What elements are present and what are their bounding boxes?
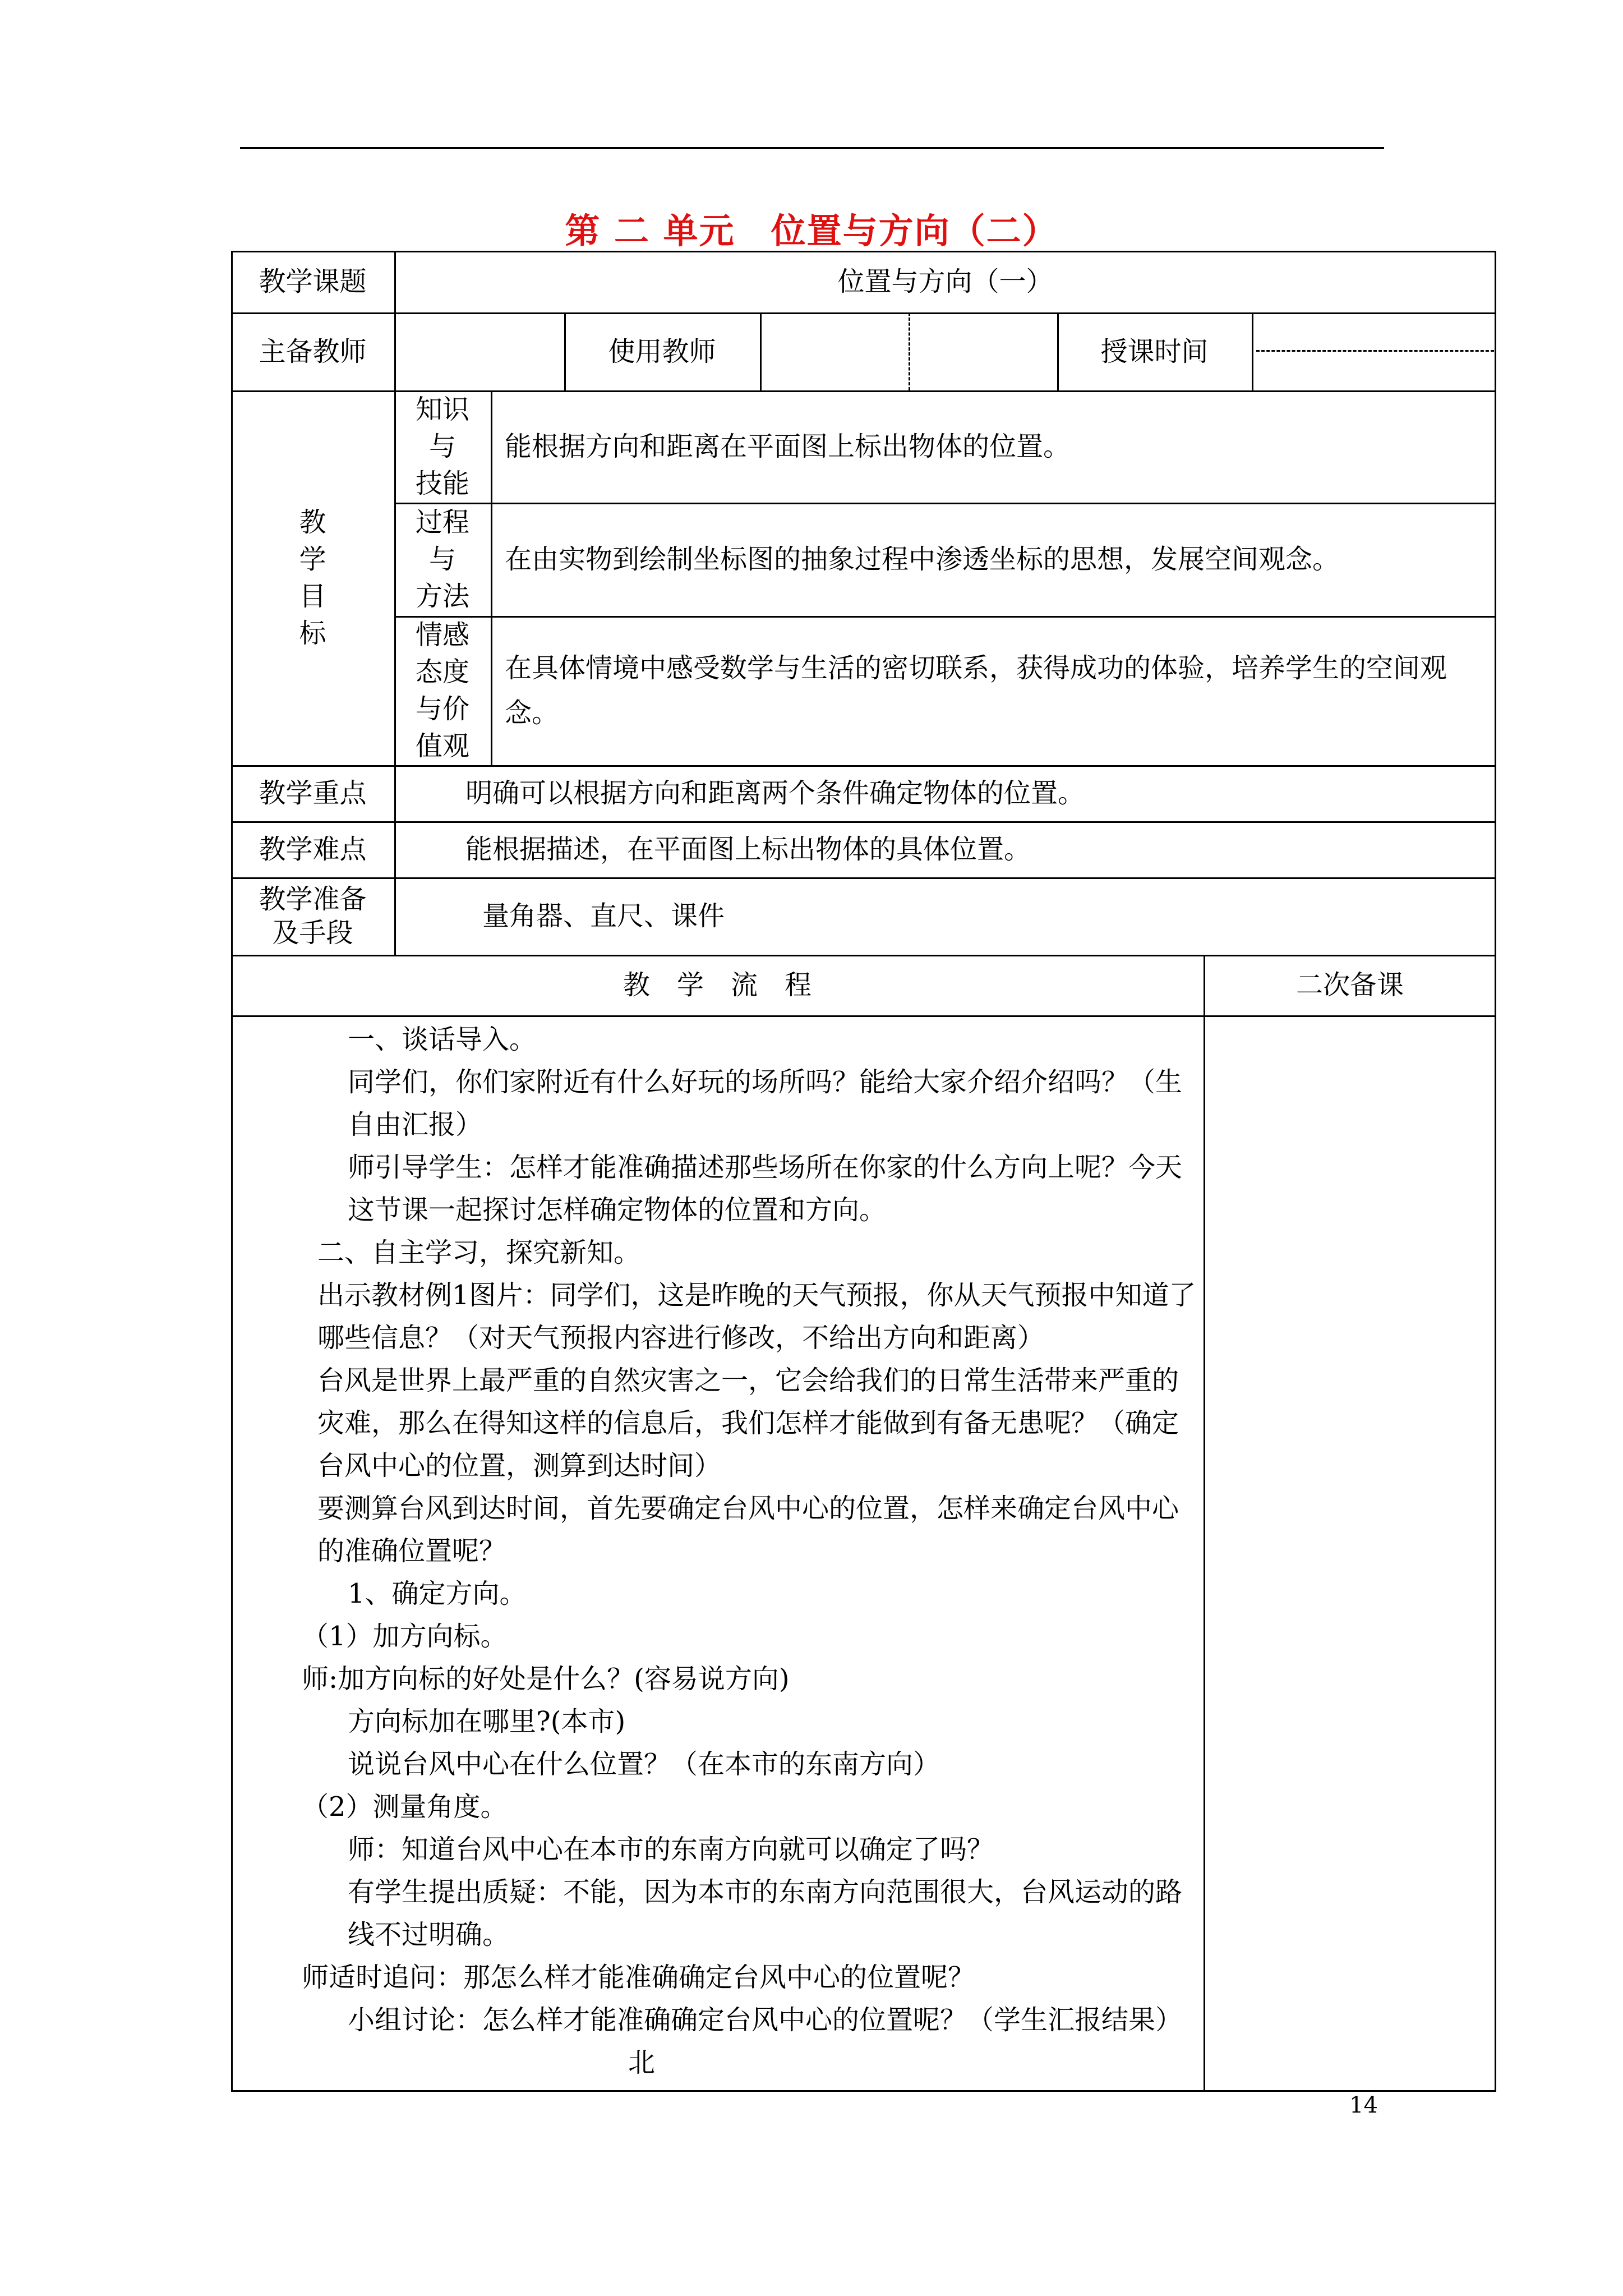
flow-paragraph: 师引导学生：怎样才能准确描述那些场所在你家的什么方向上呢？今天这节课一起探讨怎样确定物体的位置和方向。 [348,1152,1183,1226]
goal-process-label: 过程 与 方法 [415,507,469,612]
page-number: 14 [1349,2092,1378,2118]
topic-label: 教学课题 [259,266,367,297]
flow-paragraph: 二、自主学习，探究新知。 [317,1237,641,1268]
goal-knowledge-label: 知识 与 技能 [415,394,469,499]
date-blank-line [1256,350,1494,352]
flow-paragraph: 师：知道台风中心在本市的东南方向就可以确定了吗？ [348,1834,994,1865]
flow-paragraph: 有学生提出质疑：不能，因为本市的东南方向范围很大，台风运动的路线不过明确。 [348,1876,1183,1950]
goals-label: 教 学 目 标 [299,507,326,649]
goal-process-text: 在由实物到绘制坐标图的抽象过程中渗透坐标的思想，发展空间观念。 [505,544,1340,575]
flow-paragraph: 要测算台风到达时间，首先要确定台风中心的位置，怎样来确定台风中心的准确位置呢？ [317,1493,1179,1567]
flow-paragraph: 1、确定方向。 [348,1578,527,1609]
second-prep-header: 二次备课 [1295,969,1404,1001]
teaching-flow [247,1018,1200,2084]
preparation-label: 教学准备 及手段 [259,884,367,949]
topic-value: 位置与方向（一） [837,266,1053,297]
col-divider [1252,312,1253,390]
key-points-text: 明确可以根据方向和距离两个条件确定物体的位置。 [465,777,1085,809]
goal-emotion-label: 情感 态度 与价 值观 [415,619,469,762]
user-teacher-label: 使用教师 [608,335,716,367]
flow-paragraph: （1）加方向标。 [302,1621,508,1652]
flow-paragraph: 小组讨论：怎么样才能准确确定台风中心的位置呢？（学生汇报结果） [348,2004,1183,2036]
col-divider [760,312,762,390]
header-rule [240,147,1384,149]
preparation-text: 量角器、直尺、课件 [482,900,725,932]
difficulties-label: 教学难点 [259,834,367,865]
goal-emotion-text: 在具体情境中感受数学与生活的密切联系，获得成功的体验，培养学生的空间观念。 [505,652,1447,729]
flow-paragraph: 台风是世界上最严重的自然灾害之一，它会给我们的日常生活带来严重的灾难，那么在得知这样的信息后，我们怎样才能做到有备无患呢？（确定台风中心的位置，测算到达时间） [317,1365,1179,1481]
difficulties-text: 能根据描述，在平面图上标出物体的具体位置。 [465,834,1031,865]
flow-paragraph: 师:加方向标的好处是什么？(容易说方向) [302,1663,790,1695]
flow-paragraph: （2）测量角度。 [302,1791,508,1823]
col-divider-dashed [909,312,910,390]
flow-paragraph: 师适时追问：那怎么样才能准确确定台风中心的位置呢？ [302,1962,975,1993]
flow-paragraph: 同学们，你们家附近有什么好玩的场所吗？能给大家介绍介绍吗？（生自由汇报） [348,1066,1183,1140]
flow-header: 教 学 流 程 [623,969,811,1001]
north-label: 北 [628,2047,656,2078]
time-label: 授课时间 [1100,335,1209,367]
flow-paragraph: 说说台风中心在什么位置？（在本市的东南方向） [348,1749,940,1780]
flow-paragraph: 出示教材例1图片：同学们，这是昨晚的天气预报，你从天气预报中知道了哪些信息？（对天气预报内容进行修改，不给出方向和距离） [317,1280,1196,1354]
col-divider [1204,955,1205,2092]
page-title: 第 二 单元 位置与方向（二） [565,210,1058,251]
col-divider [491,390,492,765]
goal-knowledge-text: 能根据方向和距离在平面图上标出物体的位置。 [505,431,1071,462]
key-points-label: 教学重点 [259,777,367,809]
lead-teacher-label: 主备教师 [259,335,367,367]
row-divider [231,1015,1496,1017]
row-divider [231,312,1496,314]
flow-paragraph: 方向标加在哪里?(本市) [348,1706,626,1737]
flow-paragraph: 一、谈话导入。 [348,1024,537,1055]
